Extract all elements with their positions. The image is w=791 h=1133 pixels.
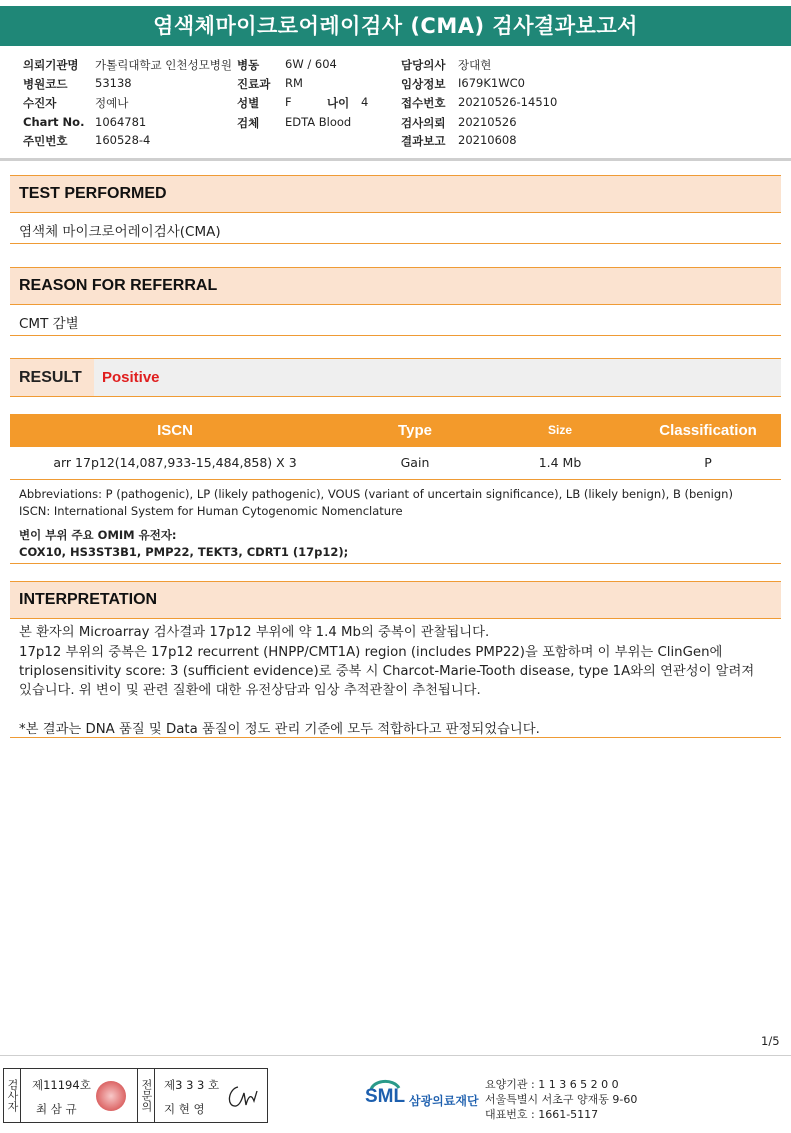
signature-icon [224, 1079, 264, 1115]
collector-value: 정예나 [95, 96, 129, 110]
referral-value: CMT 감별 [19, 316, 79, 332]
abbreviations-divider [10, 563, 781, 564]
interpretation-note: *본 결과는 DNA 품질 및 Data 품질이 정도 관리 기준에 모두 적합하다고 판정되었습니다. [19, 722, 540, 737]
footer-divider [0, 1055, 791, 1056]
interpretation-divider [10, 737, 781, 738]
resident-no-value: 160528-4 [95, 133, 151, 147]
abbreviations-line2: ISCN: International System for Human Cytogenomic Nomenclature [19, 504, 403, 518]
age-label: 나이 [327, 96, 350, 110]
institution-value: 가톨릭대학교 인천성모병원 [95, 58, 232, 72]
col-classification: Classification [659, 422, 757, 439]
resident-no-label: 주민번호 [23, 134, 68, 148]
hospital-code-label: 병원코드 [23, 77, 68, 91]
report-date-value: 20210608 [458, 133, 517, 147]
report-title: 염색체마이크로어레이검사 (CMA) 검사결과보고서 [0, 6, 791, 46]
stamp-icon [96, 1081, 126, 1111]
collector-label: 수진자 [23, 96, 57, 110]
tester-label: 검사자 [4, 1069, 21, 1122]
cell-iscn: arr 17p12(14,087,933-15,484,858) X 3 [53, 455, 297, 470]
col-size: Size [547, 423, 572, 437]
doctor-value: 장대현 [458, 58, 492, 72]
sex-value: F [285, 95, 292, 109]
request-date-value: 20210526 [458, 115, 517, 129]
result-table-header [10, 414, 781, 447]
receipt-label: 접수번호 [401, 96, 446, 110]
request-date-label: 검사의뢰 [401, 116, 446, 130]
test-performed-title: TEST PERFORMED [19, 185, 167, 202]
cell-type: Gain [400, 455, 430, 470]
result-row [10, 358, 781, 397]
specialist-no: 제3 3 3 호 [164, 1078, 220, 1092]
cell-classification: P [704, 455, 712, 470]
referral-body [10, 304, 781, 336]
department-value: RM [285, 76, 303, 90]
interpretation-title: INTERPRETATION [19, 591, 158, 608]
doctor-label: 담당의사 [401, 58, 446, 72]
omim-genes: COX10, HS3ST3B1, PMP22, TEKT3, CDRT1 (17p12); [19, 545, 349, 559]
report-date-label: 결과보고 [401, 134, 446, 148]
abbreviations-line1: Abbreviations: P (pathogenic), LP (likely pathogenic), VOUS (variant of uncertain significance), LB (likely benign), B (benign) [19, 487, 733, 501]
hospital-code-value: 53138 [95, 76, 132, 90]
tester-name: 최 삼 규 [36, 1102, 77, 1116]
specimen-label: 검체 [237, 116, 260, 130]
specialist-name: 지 현 영 [164, 1102, 205, 1116]
ward-label: 병동 [237, 58, 260, 72]
cell-size: 1.4 Mb [538, 455, 582, 470]
col-type: Type [398, 422, 432, 439]
table-row [10, 447, 781, 480]
institution-label: 의뢰기관명 [23, 58, 79, 72]
test-performed-header [10, 175, 781, 213]
clinical-info-label: 임상정보 [401, 77, 446, 91]
page-number: 1/5 [761, 1034, 780, 1048]
result-title: RESULT [10, 359, 94, 396]
interpretation-line1: 본 환자의 Microarray 검사결과 17p12 부위에 약 1.4 Mb의 중복이 관찰됩니다. [19, 625, 490, 640]
specimen-value: EDTA Blood [285, 115, 352, 129]
referral-header [10, 267, 781, 305]
ward-value: 6W / 604 [285, 57, 337, 71]
result-value: Positive [102, 369, 160, 386]
patient-info [0, 0, 791, 158]
age-value: 4 [361, 95, 369, 109]
interpretation-line4: 있습니다. 위 변이 및 관련 질환에 대한 유전상담과 임상 추적관찰이 추천됩니다. [19, 683, 481, 698]
address: 서울특별시 서초구 양재동 9-60 [485, 1093, 638, 1106]
chart-label: Chart No. [23, 115, 85, 129]
sex-label: 성별 [237, 96, 260, 110]
clinical-info-value: I679K1WC0 [458, 76, 525, 90]
col-iscn: ISCN [157, 422, 193, 439]
interpretation-line2: 17p12 부위의 중복은 17p12 recurrent (HNPP/CMT1A) region (includes PMP22)을 포함하며 이 부위는 ClinGen에 [19, 645, 723, 660]
signature-box [3, 1068, 268, 1123]
care-code: 요양기관 : 1 1 3 6 5 2 0 0 [485, 1078, 619, 1091]
tester-no: 제11194호 [32, 1078, 91, 1092]
interpretation-header [10, 581, 781, 619]
sml-logo-text: SML [365, 1086, 406, 1107]
interpretation-line3: triplosensitivity score: 3 (sufficient evidence)로 중복 시 Charcot-Marie-Tooth disease, type 1A와의 연관성이 알려져 [19, 664, 755, 679]
department-label: 진료과 [237, 77, 271, 91]
org-name: 삼광의료재단 [409, 1094, 479, 1108]
omim-title: 변이 부위 주요 OMIM 유전자: [19, 528, 177, 542]
phone: 대표번호 : 1661-5117 [485, 1108, 599, 1121]
chart-value: 1064781 [95, 115, 147, 129]
specialist-label: 전문의 [137, 1069, 155, 1122]
referral-title: REASON FOR REFERRAL [19, 277, 218, 294]
header-divider [0, 158, 791, 161]
test-performed-value: 염색체 마이크로어레이검사(CMA) [19, 224, 221, 240]
receipt-value: 20210526-14510 [458, 95, 558, 109]
test-performed-body [10, 212, 781, 244]
